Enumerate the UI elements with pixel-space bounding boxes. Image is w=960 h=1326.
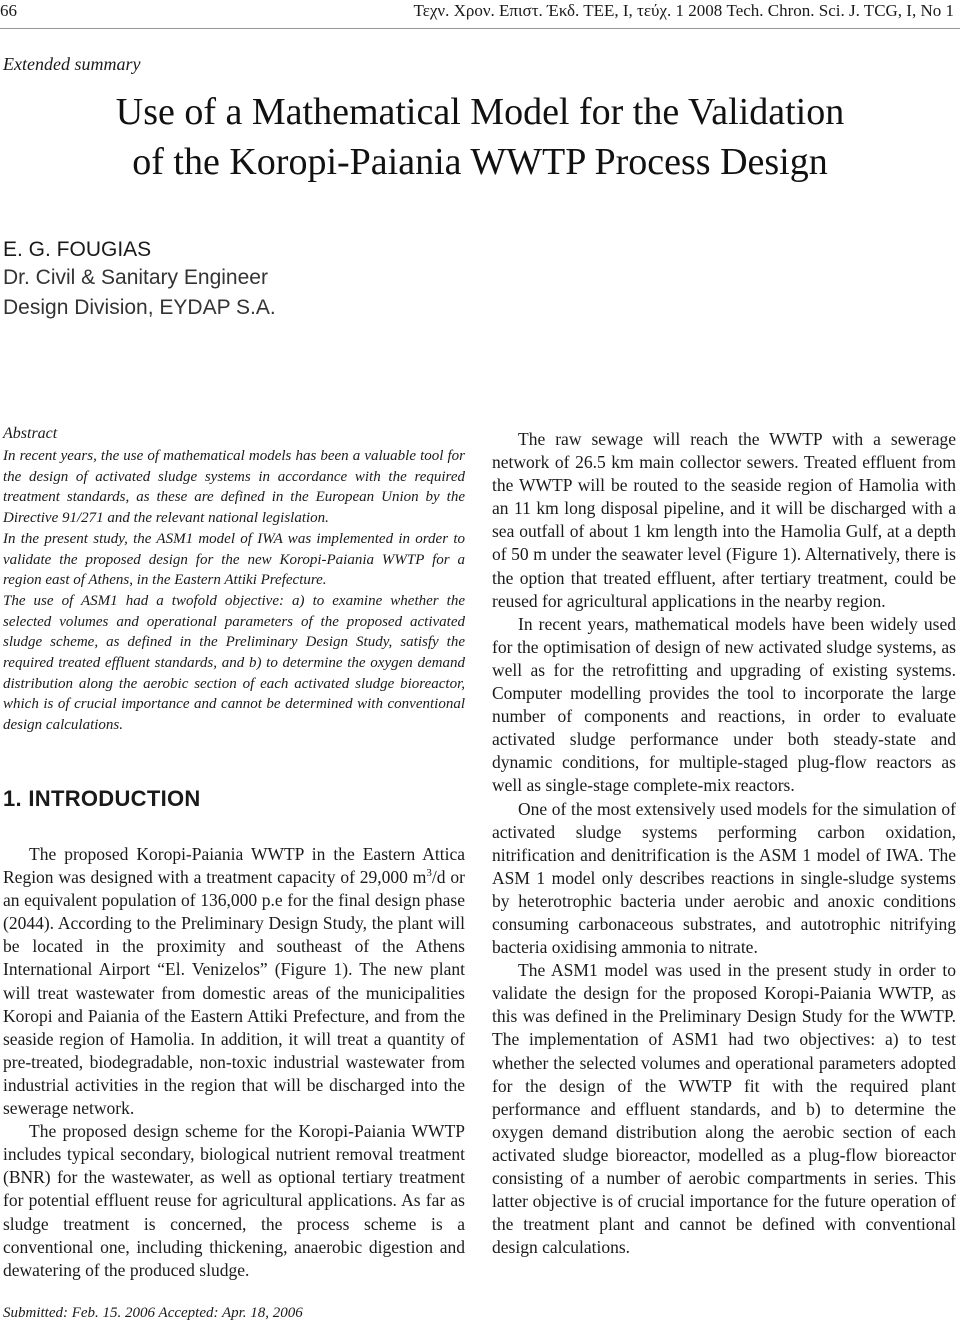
abstract-paragraph: The use of ASM1 had a twofold objective: a) to examine whether the selected volumes and operational parameters of the proposed activated sludge scheme, as defined in the Preliminary Design Study, satisfy the required treated effluent standards, and b) to determine the oxygen demand distribution along the aerobic section of each activated sludge bioreactor, which is of crucial importance and cannot be determined with conventional design calculations.: [3, 592, 465, 734]
unit-superscript: 3: [426, 867, 432, 880]
introduction-heading: 1. INTRODUCTION: [3, 786, 201, 811]
header-rule: [0, 28, 960, 29]
introduction-paragraph: The proposed design scheme for the Koropi-Paiania WWTP includes typical secondary, biological nutrient removal treatment (BNR) for the wastewater, as well as optional tertiary treatment for potential effluent reuse for agricultural applications. As far as sludge treatment is concerned, the process scheme is a conventional one, including thickening, anaerobic digestion and dewatering of the produced sludge.: [3, 1121, 465, 1280]
abstract-section: [3, 424, 465, 736]
author-name: E. G. FOUGIAS: [3, 238, 152, 261]
author-affiliation: Design Division, EYDAP S.A.: [3, 296, 276, 319]
author-position: Dr. Civil & Sanitary Engineer: [3, 266, 268, 289]
author-block: [3, 237, 276, 323]
intro-text: /d or an equivalent population of 136,000 p.e for the final design phase (2044). According to the Preliminary Design Study, the plant will be located in the proximity and southeast of the Athens International Airport “El. Venizelos” (Figure 1). The new plant will treat wastewater from domestic areas of the municipalities Koropi and Paiania of the Eastern Attiki Prefecture, and from the seaside region of Hamolia. In addition, it will treat a quantity of pre-treated, biodegradable, non-toxic industrial wastewater from industrial activities in the region that will be discharged into the sewerage network.: [3, 867, 465, 1119]
body-paragraph: One of the most extensively used models for the simulation of activated sludge systems performing carbon oxidation, nitrification and denitrification is the ASM 1 model of IWA. The ASM 1 model only describes reactions in single-sludge systems by heterotrophic bacteria under aerobic and anoxic conditions consuming carbonaceous substrates, and autotrophic nitrifying bacteria oxidising ammonia to nitrate.: [492, 798, 956, 958]
journal-reference: Τεχν. Χρον. Επιστ. Έκδ. ΤΕΕ, Ι, τεύχ. 1 2008 Tech. Chron. Sci. J. TCG, I, No 1: [413, 1, 954, 20]
section-type: Extended summary: [3, 54, 141, 74]
title-line-1: Use of a Mathematical Model for the Validation: [115, 91, 845, 133]
title-line-2: of the Koropi-Paiania WWTP Process Design: [132, 141, 828, 183]
intro-text: The proposed Koropi-Paiania WWTP in the Eastern Attica Region was designed with a treatment capacity of 29,000 m: [3, 844, 465, 888]
abstract-body: [3, 446, 465, 736]
right-column: [492, 428, 956, 1259]
running-head: [0, 0, 960, 26]
introduction-paragraph: [3, 843, 465, 1120]
abstract-paragraph: In the present study, the ASM1 model of IWA was implemented in order to validate the proposed design for the new Koropi-Paiania WWTP for a region east of Athens, in the Eastern Attiki Prefecture.: [3, 530, 465, 589]
page-number: 66: [0, 1, 17, 20]
submission-dates: Submitted: Feb. 15. 2006 Accepted: Apr. 18, 2006: [3, 1305, 303, 1321]
body-paragraph: In recent years, mathematical models have been widely used for the optimisation of design of new activated sludge systems, as well as for the retrofitting and upgrading of existing systems. Computer modelling provides the tool to incorporate the large number of components and reactions, in order to evaluate activated sludge performance under both steady-state and dynamic conditions, for multiple-staged plug-flow reactors as well as single-stage complete-mix reactors.: [492, 613, 956, 796]
body-paragraph: The raw sewage will reach the WWTP with a sewerage network of 26.5 km main collector sewers. Treated effluent from the WWTP will be routed to the seaside region of Hamolia with an 11 km long disposal pipeline, and it will be discharged with a sea outfall of about 1 km length into the Hamolia Gulf, at a depth of 50 m under the seawater level (Figure 1). Alternatively, there is the option that treated effluent, after tertiary treatment, could be reused for agricultural applications in the nearby region.: [492, 429, 956, 611]
abstract-paragraph: In recent years, the use of mathematical models has been a valuable tool for the design of activated sludge systems in accordance with the required treatment standards, as these are defined in the European Union by the Directive 91/271 and the relevant national legislation.: [3, 448, 465, 527]
introduction-body: [3, 843, 465, 1282]
body-paragraph: The ASM1 model was used in the present study in order to validate the design for the proposed Koropi-Paiania WWTP, as this was defined in the Preliminary Design Study for the WWTP. The implementation of ASM1 had two objectives: a) to test whether the selected volumes and operational parameters adopted for the design of the WWTP fit with the required plant performance and effluent standards, and b) to determine the oxygen demand distribution along the aerobic section of each activated sludge bioreactor, modelled as a plug-flow bioreactor consisting of a number of aerobic compartments in series. This latter objective is of crucial importance for the future operation of the treatment plant and cannot be defined with conventional design calculations.: [492, 960, 956, 1258]
paper-title: [0, 87, 960, 187]
abstract-heading: Abstract: [3, 425, 58, 442]
